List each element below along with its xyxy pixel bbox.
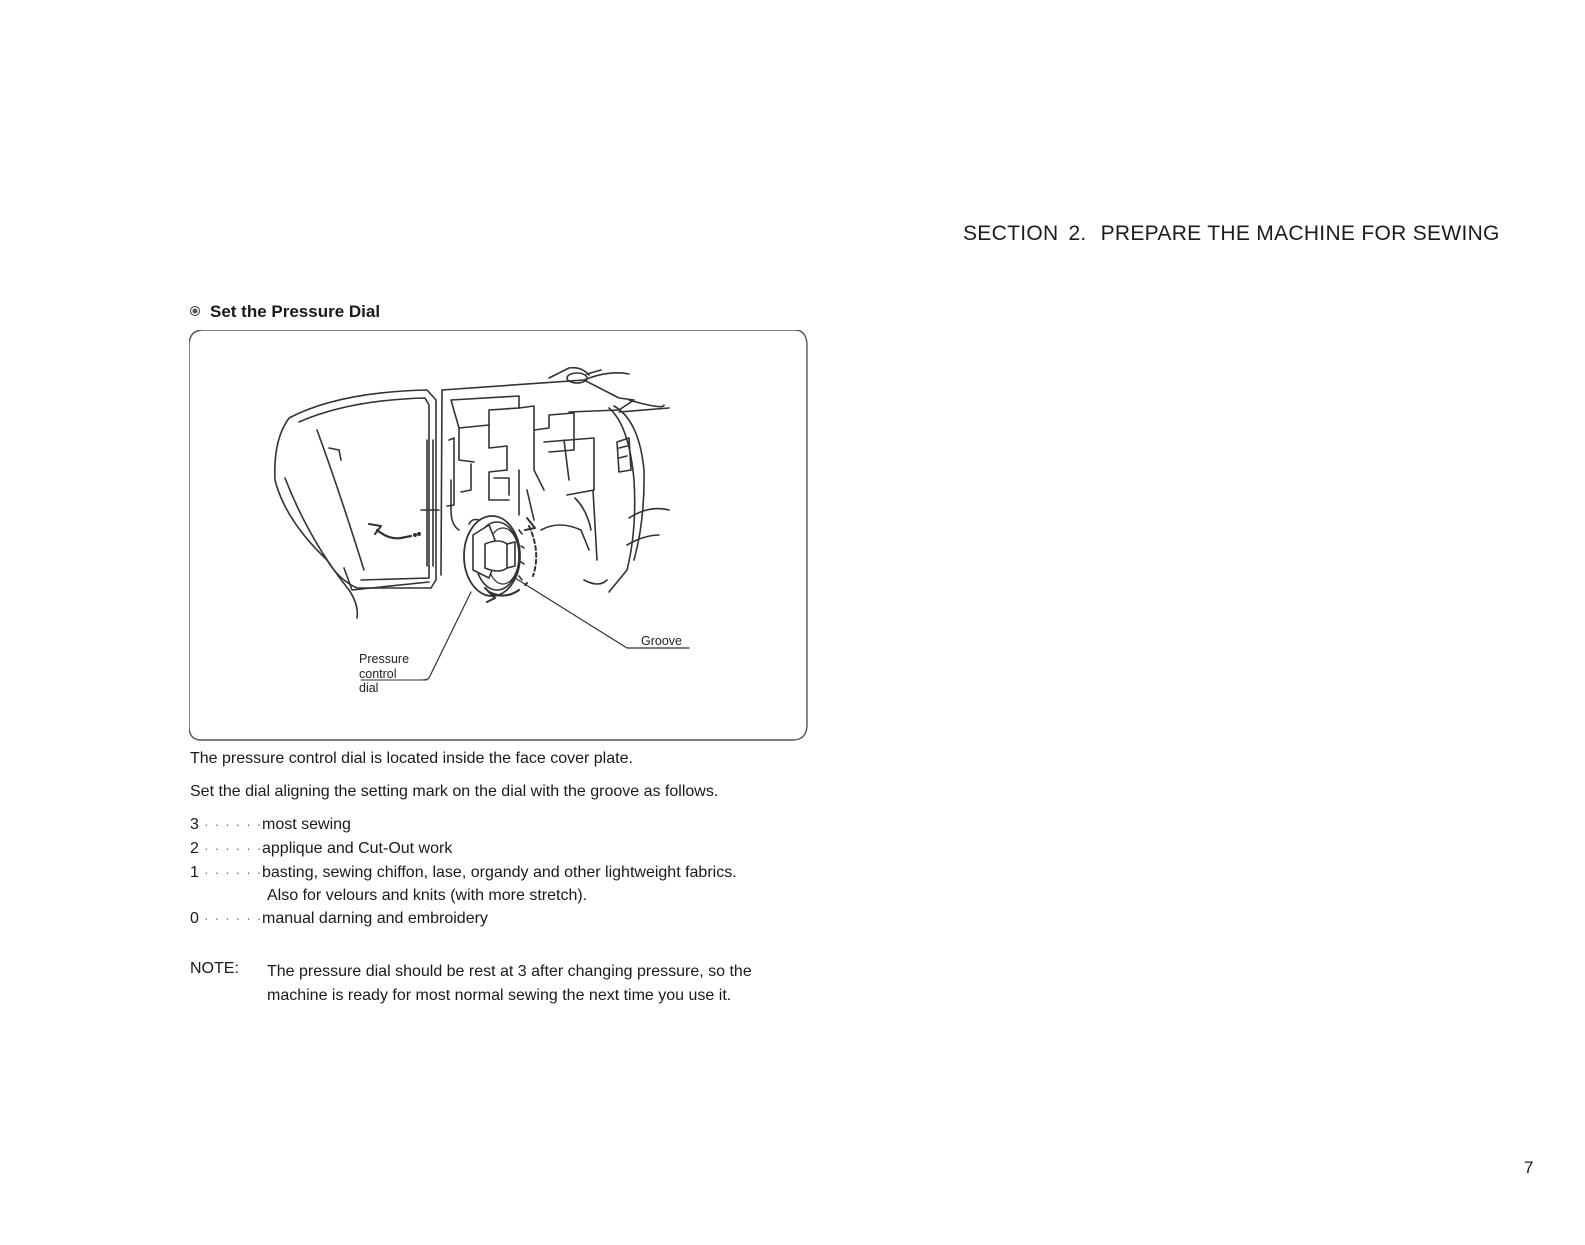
body-paragraph-1: The pressure control dial is located inside the face cover plate. bbox=[190, 750, 633, 767]
face-cover-plate bbox=[275, 390, 436, 618]
setting-desc: basting, sewing chiffon, lase, organdy and other lightweight fabrics. bbox=[262, 864, 737, 881]
subheading-text: Set the Pressure Dial bbox=[210, 302, 381, 321]
setting-desc: manual darning and embroidery bbox=[262, 910, 488, 927]
open-arrow-icon bbox=[369, 524, 420, 538]
pressure-label-line: dial bbox=[359, 681, 379, 695]
setting-dots: · · · · · · bbox=[204, 816, 263, 832]
setting-desc: applique and Cut-Out work bbox=[262, 840, 453, 857]
pressure-label-line: Pressure bbox=[359, 652, 410, 666]
figure-frame bbox=[189, 330, 807, 740]
setting-key: 3 bbox=[190, 816, 199, 833]
page-number: 7 bbox=[1524, 1158, 1534, 1177]
pressure-label-line: control bbox=[359, 666, 397, 681]
pressure-dial bbox=[464, 516, 524, 596]
setting-item bbox=[190, 864, 737, 882]
pressure-control-dial-label bbox=[359, 652, 409, 696]
note-line: The pressure dial should be rest at 3 after changing pressure, so the bbox=[267, 963, 752, 980]
setting-key: 0 bbox=[190, 910, 199, 927]
setting-item bbox=[190, 910, 488, 928]
setting-desc: most sewing bbox=[262, 816, 351, 833]
setting-key: 1 bbox=[190, 864, 199, 881]
section-word: SECTION bbox=[963, 222, 1059, 245]
subheading bbox=[190, 302, 380, 322]
pressure-leader-line bbox=[421, 592, 471, 680]
section-header bbox=[963, 222, 1500, 246]
note-text bbox=[267, 960, 827, 1008]
sewing-machine-illustration bbox=[189, 330, 815, 744]
setting-key: 2 bbox=[190, 840, 199, 857]
note-label: NOTE: bbox=[190, 960, 239, 977]
setting-dots: · · · · · · bbox=[204, 840, 263, 856]
setting-dots: · · · · · · bbox=[204, 910, 263, 926]
section-title: PREPARE THE MACHINE FOR SEWING bbox=[1100, 222, 1500, 245]
setting-dots: · · · · · · bbox=[204, 864, 263, 880]
setting-item bbox=[190, 816, 351, 834]
groove-label: Groove bbox=[641, 634, 682, 648]
setting-item bbox=[190, 840, 452, 858]
note-line: machine is ready for most normal sewing the next time you use it. bbox=[267, 987, 732, 1004]
bullet-icon bbox=[190, 306, 200, 316]
section-number: 2. bbox=[1068, 222, 1087, 245]
body-paragraph-2: Set the dial aligning the setting mark on the dial with the groove as follows. bbox=[190, 783, 719, 800]
illustration-figure bbox=[189, 330, 815, 744]
setting-continuation: Also for velours and knits (with more stretch). bbox=[267, 887, 588, 904]
